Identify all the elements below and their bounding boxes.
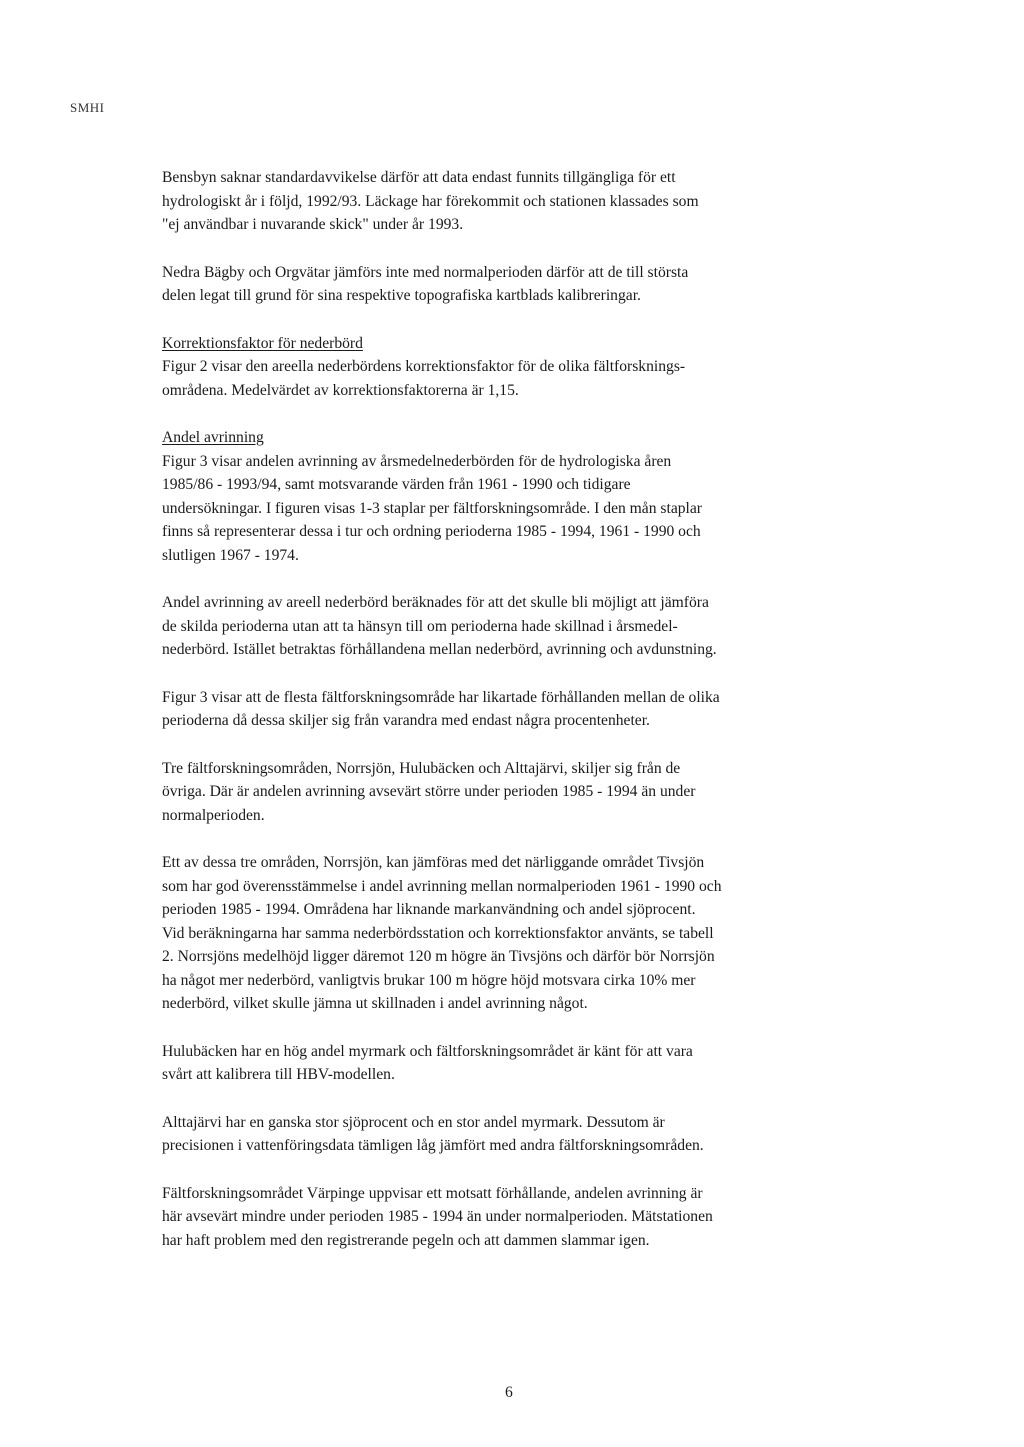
paragraph-hulubacken: Hulubäcken har en hög andel myrmark och fältforskningsområdet är känt för att vara svårt att kalibrera till HBV-modellen. [162, 1042, 693, 1083]
document-body [162, 166, 892, 1276]
section-heading-korrektionsfaktor: Korrektionsfaktor för nederbörd [162, 334, 363, 352]
paragraph-norrsjon-tivsjon: Ett av dessa tre områden, Norrsjön, kan jämföras med det närliggande området Tivsjön som har god överensstämmelse i andel avrinning mellan normalperioden 1961 - 1990 och perioden 1985 - 1994. Områdena har liknande markanvändning och andel sjöprocent. Vid beräkningarna har samma nederbördsstation och korrektionsfaktor använts, se tabell 2. Norrsjöns medelhöjd ligger däremot 120 m högre än Tivsjöns och därför bör Norrsjön ha något mer nederbörd, vanligtvis brukar 100 m högre höjd motsvara cirka 10% mer nederbörd, vilket skulle jämna ut skillnaden i andel avrinning något. [162, 854, 722, 1012]
paragraph-varpinge: Fältforskningsområdet Värpinge uppvisar ett motsatt förhållande, andelen avrinning är här avsevärt mindre under perioden 1985 - 1994 än under normalperioden. Mätstationen har haft problem med den registrerande pegeln och att dammen slammar igen. [162, 1184, 713, 1249]
paragraph-figur-3-likartade: Figur 3 visar att de flesta fältforskningsområde har likartade förhållanden mellan de olika perioderna då dessa skiljer sig från varandra med endast några procentenheter. [162, 688, 720, 729]
paragraph-tre-omraden: Tre fältforskningsområden, Norrsjön, Hulubäcken och Alttajärvi, skiljer sig från de övriga. Där är andelen avrinning avsevärt större under perioden 1985 - 1994 än under normalperioden. [162, 759, 696, 824]
section-heading-andel-avrinning: Andel avrinning [162, 429, 264, 446]
paragraph-bensbyn: Bensbyn saknar standardavvikelse därför att data endast funnits tillgängliga för ett hydrologiskt år i följd, 1992/93. Läckage har förekommit och stationen klassades som "ej användbar i nuvarande skick" under år 1993. [162, 169, 699, 233]
paragraph-figur-2: Figur 2 visar den areella nederbördens korrektionsfaktor för de olika fältforsknings- områdena. Medelvärdet av korrektionsfaktorerna är 1,15. [162, 358, 686, 399]
header-org: SMHI [70, 100, 105, 115]
paragraph-andel-avrinning: Andel avrinning av areell nederbörd beräknades för att det skulle bli möjligt att jämföra de skilda perioderna utan att ta hänsyn till om perioderna hade skillnad i årsmedel- nederbörd. Istället betraktas förhållandena mellan nederbörd, avrinning och avdunstning. [162, 594, 717, 658]
paragraph-nedra-bagby: Nedra Bägby och Orgvätar jämförs inte med normalperioden därför att de till största delen legat till grund för sina respektive topografiska kartblads kalibreringar. [162, 263, 689, 304]
paragraph-figur-3: Figur 3 visar andelen avrinning av årsmedelnederbörden för de hydrologiska åren 1985/86 - 1993/94, samt motsvarande värden från 1961 - 1990 och tidigare undersökningar. I figuren visas 1-3 staplar per fältforskningsområde. I den mån staplar finns så representerar dessa i tur och ordning perioderna 1985 - 1994, 1961 - 1990 och slutligen 1967 - 1974. [162, 452, 702, 564]
paragraph-alttajarvi: Alttajärvi har en ganska stor sjöprocent och en stor andel myrmark. Dessutom är precisionen i vattenföringsdata tämligen låg jämfört med andra fältforskningsområden. [162, 1113, 704, 1154]
page-number: 6 [505, 1384, 513, 1401]
